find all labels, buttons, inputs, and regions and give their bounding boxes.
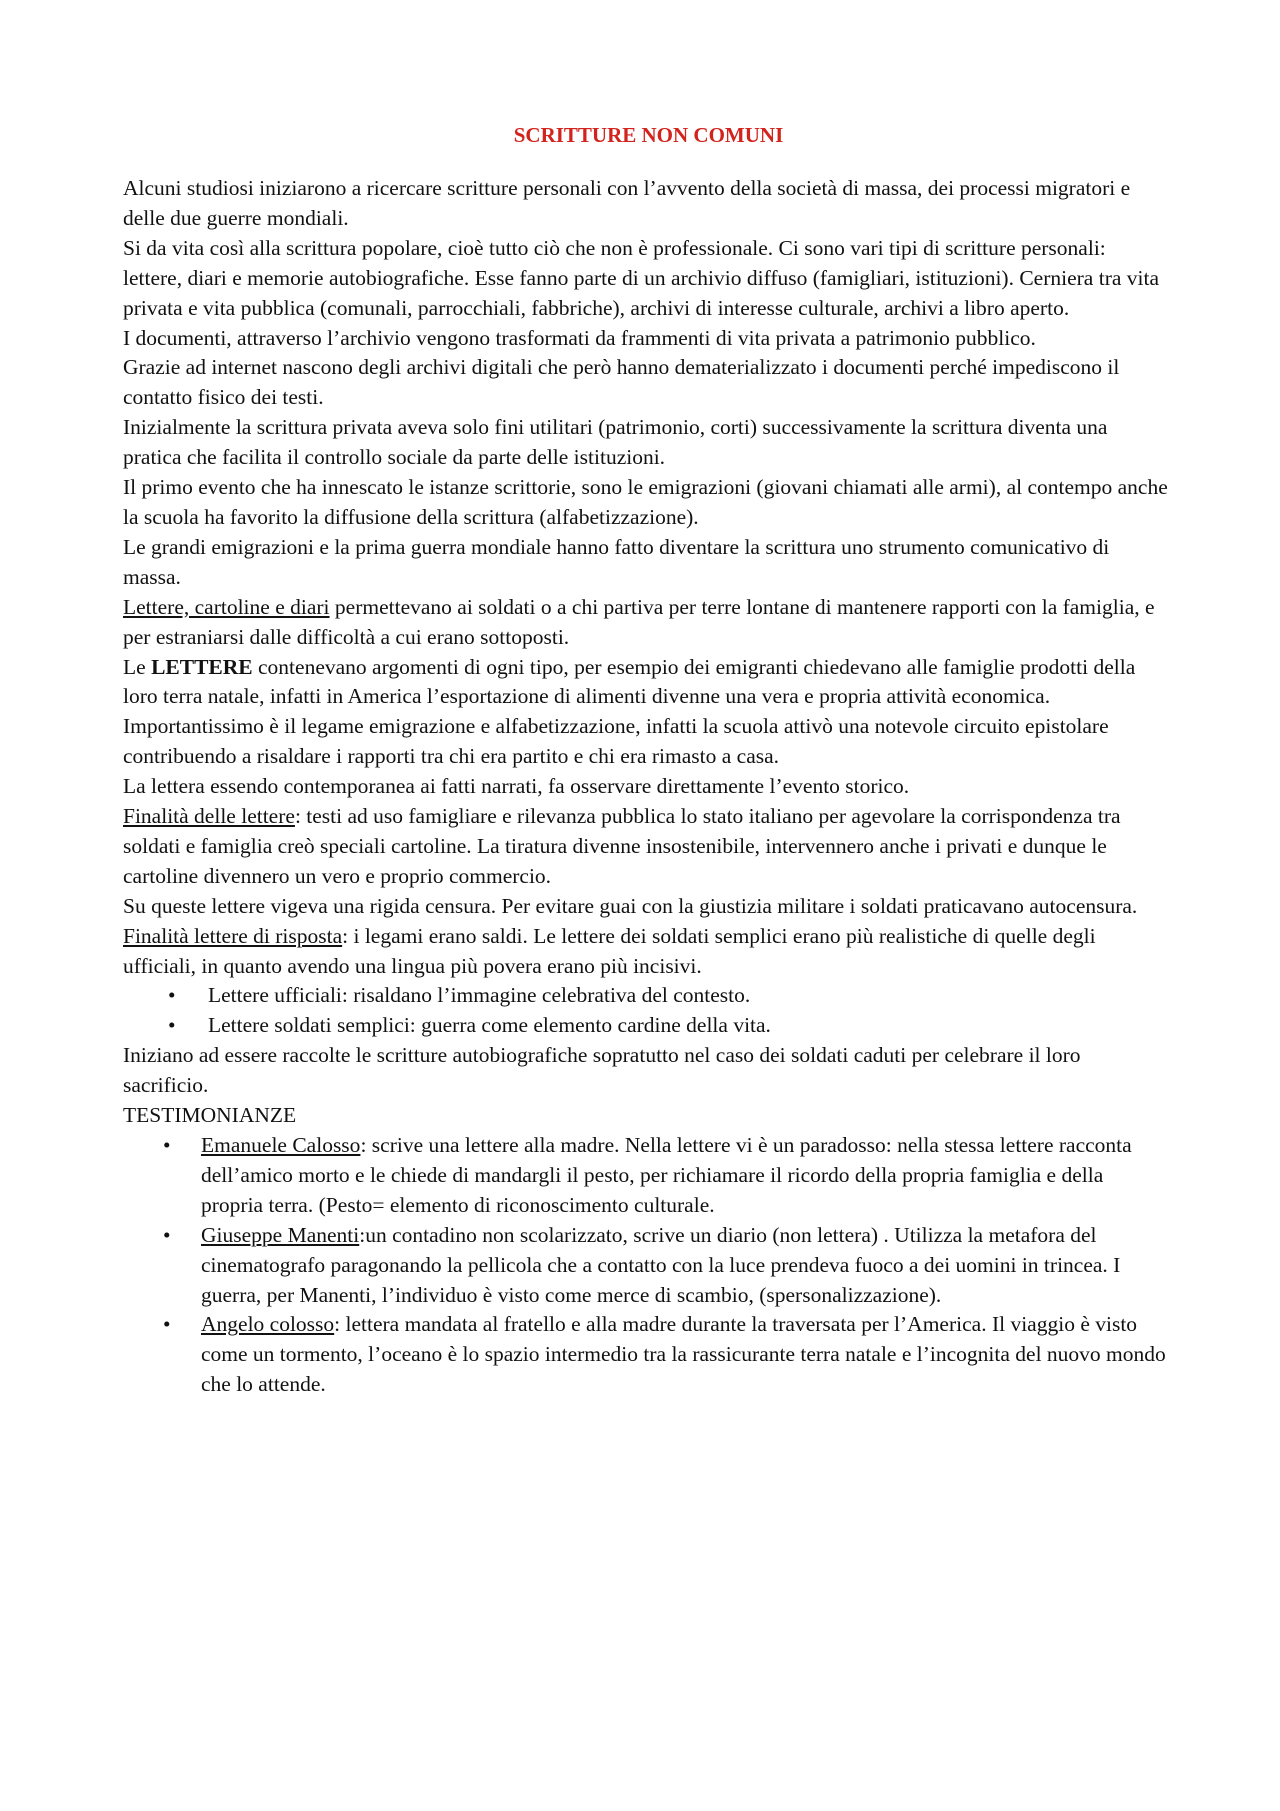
paragraph-archivi-digitali: Grazie ad internet nascono degli archivi digitali che però hanno dematerializzato i documenti perché impediscono il contatto fisico dei testi. <box>123 355 1120 410</box>
testimonianza-manenti <box>123 1221 1168 1311</box>
paragraph-lettere-cartoline <box>123 593 1168 653</box>
lettere-text: contenevano argomenti di ogni tipo, per esempio dei emigranti chiedevano alle famiglie prodotti della loro terra natale, infatti in America l’esportazione di alimenti divenne una vera e propria attività economica. Importantissimo è il legame emigrazione e alfabetizzazione, infatti la scuola attivò una notevole circuito epistolare contribuendo a risaldare i rapporti tra chi era partito e chi era rimasto a casa. <box>123 654 1136 769</box>
paragraph-scrittura-privata: Inizialmente la scrittura privata aveva solo fini utilitari (patrimonio, corti) successivamente la scrittura diventa una pratica che facilita il controllo sociale da parte delle istituzioni. <box>123 415 1108 470</box>
list-item: • Lettere ufficiali: risaldano l’immagine celebrativa del contesto. <box>123 981 1168 1011</box>
paragraph-contemporanea: La lettera essendo contemporanea ai fatti narrati, fa osservare direttamente l’evento storico. <box>123 774 910 799</box>
paragraph-grandi-emigrazioni: Le grandi emigrazioni e la prima guerra mondiale hanno fatto diventare la scrittura uno strumento comunicativo di massa. <box>123 534 1110 589</box>
lettere-cartoline-label: Lettere, cartoline e diari <box>123 594 330 619</box>
paragraph-raccolte: Iniziano ad essere raccolte le scritture autobiografiche sopratutto nel caso dei soldati caduti per celebrare il loro sacrificio. <box>123 1043 1081 1098</box>
list-item: • Lettere soldati semplici: guerra come elemento cardine della vita. <box>123 1011 1168 1041</box>
lettere-cartoline-text: permettevano ai soldati o a chi partiva per terre lontane di mantenere rapporti con la famiglia, e per estraniarsi dalle difficoltà a cui erano sottoposti. <box>123 594 1155 649</box>
lettere-bold: LETTERE <box>151 654 253 679</box>
document-page <box>123 120 1168 1400</box>
testimonianza-text: : lettera mandata al fratello e alla madre durante la traversata per l’America. Il viaggio è visto come un tormento, l’oceano è lo spazio intermedio tra la rassicurante terra natale e l’incognita del nuovo mondo che lo attende. <box>201 1312 1166 1397</box>
finalita-risposta-text: : i legami erano saldi. Le lettere dei soldati semplici erano più realistiche di quelle degli ufficiali, in quanto avendo una lingua più povera erano più incisivi. <box>123 923 1096 978</box>
lettere-prefix: Le <box>123 654 152 679</box>
paragraph-scrittura-popolare: Si da vita così alla scrittura popolare, cioè tutto ciò che non è professionale. Ci sono vari tipi di scritture personali: lettere, diari e memorie autobiografiche. Esse fanno parte di un archivio diffuso (famigliari, istituzioni). Cerniera tra vita privata e vita pubblica (comunali, parrocchiali, fabbriche), archivi di interesse culturale, archivi a libro aperto. <box>123 235 1160 320</box>
paragraph-intro: Alcuni studiosi iniziarono a ricercare scritture personali con l’avvento della società di massa, dei processi migratori e delle due guerre mondiali. <box>123 176 1131 230</box>
paragraph-censura: Su queste lettere vigeva una rigida censura. Per evitare guai con la giustizia militare i soldati praticavano autocensura. <box>123 893 1138 918</box>
testimonianza-name: Emanuele Calosso <box>201 1133 361 1157</box>
testimonianza-text: : scrive una lettere alla madre. Nella lettere vi è un paradosso: nella stessa lettere racconta dell’amico morto e le chiede di mandargli il pesto, per richiamare il ricordo della propria famiglia e della propria terra. (Pesto= elemento di riconoscimento culturale. <box>201 1133 1132 1217</box>
testimonianza-name: Angelo colosso <box>201 1312 335 1337</box>
testimonianze-heading: TESTIMONIANZE <box>123 1103 297 1128</box>
paragraph-primo-evento: Il primo evento che ha innescato le istanze scrittorie, sono le emigrazioni (giovani chiamati alle armi), al contempo anche la scuola ha favorito la diffusione della scrittura (alfabetizzazione). <box>123 475 1168 529</box>
finalita-lettere-label: Finalità delle lettere <box>123 804 295 829</box>
testimonianza-colosso <box>123 1310 1168 1400</box>
document-title: SCRITTURE NON COMUNI <box>513 123 784 147</box>
testimonianza-calosso <box>123 1131 1168 1221</box>
finalita-lettere-text: : testi ad uso famigliare e rilevanza pubblica lo stato italiano per agevolare la corrispondenza tra soldati e famiglia creò speciali cartoline. La tiratura divenne insostenibile, intervennero anche i privati e dunque le cartoline divennero un vero e proprio commercio. <box>123 804 1121 888</box>
finalita-risposta-label: Finalità lettere di risposta <box>123 923 343 948</box>
paragraph-finalita-lettere <box>123 802 1168 892</box>
paragraph-lettere <box>123 653 1168 773</box>
testimonianze-list <box>123 1131 1168 1400</box>
testimonianza-text: :un contadino non scolarizzato, scrive un diario (non lettera) . Utilizza la metafora del cinematografo paragonando la pellicola che a contatto con la luce prendeva fuoco a dei uomini in trincea. I guerra, per Manenti, l’individuo è visto come merce di scambio, (spersonalizzazione). <box>201 1222 1121 1307</box>
paragraph-documenti: I documenti, attraverso l’archivio vengono trasformati da frammenti di vita privata a patrimonio pubblico. <box>123 325 1036 350</box>
testimonianza-name: Giuseppe Manenti <box>201 1222 360 1247</box>
lettere-bullet-list <box>123 981 1168 1041</box>
paragraph-finalita-risposta <box>123 922 1168 982</box>
